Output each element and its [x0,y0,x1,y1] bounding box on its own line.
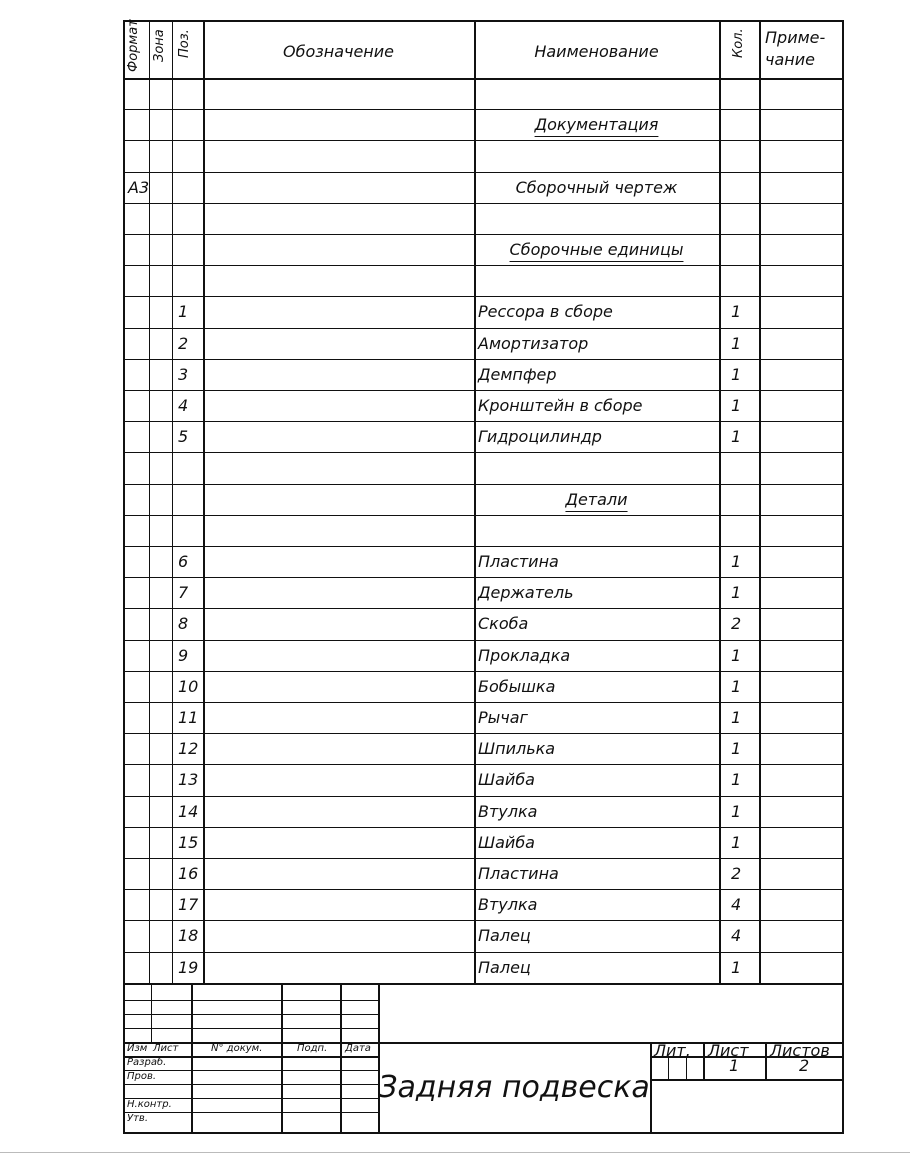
col-divider-pos [172,22,173,983]
row-line [125,577,844,578]
position-cell: 1 [178,302,189,322]
tb-col-line [151,983,152,1042]
tb-row-line [125,1112,378,1113]
name-cell: Палец [478,957,531,977]
tb-row-line [125,1084,378,1085]
row-line [125,827,844,828]
name-cell: Палец [478,926,531,946]
header-note-line2: чание [765,50,815,69]
tb-sheets-divider [765,1042,767,1079]
header-pos: Поз. [177,29,192,58]
quantity-cell: 1 [731,957,742,977]
name-cell: Втулка [478,895,538,915]
row-line [125,203,844,204]
header-bottom-line [125,78,844,80]
position-cell: 2 [178,333,189,353]
quantity-cell: 1 [731,333,742,353]
name-cell: Шпилька [478,739,556,759]
format-cell: А3 [128,177,150,197]
col-divider-qty [719,22,721,983]
tb-document-title: Задняя подвеска [378,1069,650,1105]
position-cell: 4 [178,396,189,415]
tb-row-line [125,1028,378,1029]
tb-row-line [125,1070,378,1071]
quantity-cell: 1 [731,396,742,415]
row-line [125,452,844,453]
tb-prov-label: Пров. [127,1070,157,1082]
position-cell: 12 [178,739,199,759]
row-line [125,421,844,422]
row-line [125,764,844,765]
quantity-cell: 4 [731,926,742,946]
position-cell: 5 [178,427,189,447]
name-cell: Демпфер [478,364,557,384]
name-cell: Рычаг [478,708,528,727]
position-cell: 3 [178,364,189,384]
tb-razrab-label: Разраб. [127,1056,167,1068]
quantity-cell: 1 [731,552,742,571]
page-edge-line [0,1152,910,1153]
row-line [125,234,844,235]
col-divider-zone [149,22,150,983]
tb-sheet-divider [703,1042,705,1079]
position-cell: 15 [178,832,199,852]
header-qty: Кол. [731,28,746,58]
header-note-line1: Приме- [765,28,826,47]
position-cell: 13 [178,770,199,790]
tb-row-line [125,1000,378,1001]
name-cell: Шайба [478,770,535,790]
position-cell: 8 [178,614,189,634]
name-cell: Амортизатор [478,333,589,353]
tb-sheets-label: Листов [770,1040,830,1060]
section-heading: Документация [534,115,659,135]
tb-nkontr-label: Н.контр. [127,1098,172,1110]
quantity-cell: 2 [731,864,742,883]
row-line [125,952,844,953]
quantity-cell: 1 [731,364,742,384]
header-zone: Зона [152,29,167,62]
tb-sheet-value: 1 [729,1055,740,1075]
position-cell: 9 [178,645,189,665]
position-cell: 14 [178,801,199,821]
tb-izm-label: Изм [127,1042,148,1054]
row-line [125,515,844,516]
tb-col-line [378,983,380,1134]
tb-lit-line2 [650,1079,844,1081]
row-line [125,172,844,173]
position-cell: 11 [178,708,199,727]
quantity-cell: 1 [731,801,742,821]
col-divider-note [759,22,761,983]
row-line [125,608,844,609]
position-cell: 10 [178,676,199,696]
row-line [125,702,844,703]
name-cell: Гидроцилиндр [478,427,602,447]
row-line [125,671,844,672]
position-cell: 16 [178,864,199,883]
name-cell: Сборочный чертеж [515,177,678,197]
row-line [125,328,844,329]
tb-lit-label: Лит. [654,1040,691,1060]
tb-utv-label: Утв. [127,1112,148,1124]
row-line [125,889,844,890]
quantity-cell: 1 [731,302,742,322]
header-name: Наименование [534,42,659,61]
name-cell: Втулка [478,801,538,821]
quantity-cell: 1 [731,427,742,447]
row-line [125,390,844,391]
name-cell: Прокладка [478,645,571,665]
quantity-cell: 1 [731,645,742,665]
quantity-cell: 1 [731,770,742,790]
col-divider-designation [203,22,205,983]
position-cell: 6 [178,552,189,571]
quantity-cell: 1 [731,708,742,727]
row-line [125,265,844,266]
row-line [125,733,844,734]
name-cell: Держатель [478,583,574,603]
quantity-cell: 1 [731,676,742,696]
tb-doc-no-label: N° докум. [211,1042,263,1054]
row-line [125,640,844,641]
row-line [125,546,844,547]
quantity-cell: 1 [731,832,742,852]
quantity-cell: 2 [731,614,742,634]
position-cell: 7 [178,583,189,603]
row-line [125,359,844,360]
header-designation: Обозначение [282,42,395,61]
row-line [125,983,844,985]
quantity-cell: 1 [731,739,742,759]
row-line [125,484,844,485]
tb-sign-label: Подп. [297,1042,328,1054]
name-cell: Кронштейн в сборе [478,396,643,415]
name-cell: Скоба [478,614,529,634]
quantity-cell: 1 [731,583,742,603]
row-line [125,296,844,297]
name-cell: Шайба [478,832,535,852]
tb-date-label: Дата [345,1042,371,1054]
header-format: Формат [126,19,141,72]
position-cell: 17 [178,895,199,915]
tb-sheets-value: 2 [799,1055,810,1075]
name-cell: Бобышка [478,676,556,696]
tb-list-label: Лист [153,1042,179,1054]
section-heading: Сборочные единицы [509,240,684,259]
position-cell: 18 [178,926,199,946]
row-line [125,858,844,859]
name-cell: Пластина [478,552,559,571]
drawing-sheet [123,20,844,1134]
row-line [125,140,844,141]
tb-row-line [125,1014,378,1015]
name-cell: Рессора в сборе [478,302,613,322]
row-line [125,796,844,797]
quantity-cell: 4 [731,895,742,915]
row-line [125,109,844,110]
name-cell: Пластина [478,864,559,883]
tb-sheet-label: Лист [708,1040,749,1060]
section-heading: Детали [565,489,628,509]
position-cell: 19 [178,957,199,977]
row-line [125,920,844,921]
